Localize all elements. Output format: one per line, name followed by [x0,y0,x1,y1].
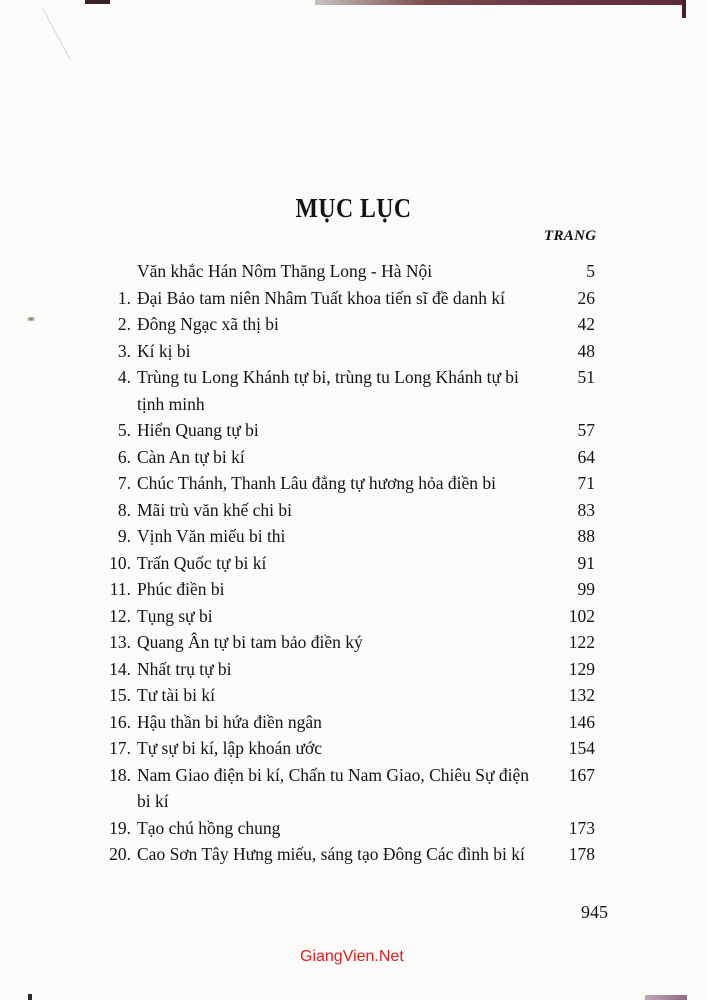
toc-entry-row[interactable] [103,311,595,338]
toc-num: 12. [109,605,131,626]
toc-entry-row[interactable] [103,709,595,736]
toc-page: 88 [577,526,595,546]
toc-num: 8. [117,499,131,520]
toc-page: 91 [577,552,595,573]
toc-page: 99 [577,579,595,599]
toc-entry-row[interactable] [103,417,595,444]
toc-title: Hậu thần bi hứa điền ngân [137,711,322,732]
toc-entry-row[interactable] [103,682,595,709]
toc-entry-row[interactable] [103,762,595,815]
toc-page: 167 [568,764,595,785]
toc-title: Tạo chú hồng chung [137,817,281,838]
toc-num: 11. [109,579,131,599]
toc-page: 83 [577,499,595,520]
paper-crease [42,8,71,61]
toc-title: Nhất trụ tự bi [137,658,232,679]
toc-entry-row[interactable] [103,338,595,365]
page-bottom-edge [28,994,32,1000]
watermark-link[interactable]: GiangVien.Net [300,948,404,965]
toc-title: Tự sự bi kí, lập khoán ước [137,738,322,758]
page-bottom-edge-right [645,995,687,1000]
toc-title: Tư tài bi kí [137,685,216,705]
toc-entry-row[interactable] [103,629,595,656]
toc-page: 102 [568,605,595,626]
toc-title: Kí kị bi [137,340,191,361]
toc-num: 6. [117,446,131,467]
page-top-edge-left [85,0,110,4]
toc-title: Vịnh Văn miếu bi thi [137,526,286,546]
page-column-header: TRANG [544,228,597,244]
toc-title: Văn khắc Hán Nôm Thăng Long - Hà Nội [137,261,433,281]
toc-title: Hiển Quang tự bi [137,420,259,440]
toc-title: Tụng sự bi [137,605,213,626]
toc-title: Đại Bảo tam niên Nhâm Tuất khoa tiến sĩ đề danh kí [137,287,505,308]
toc-entries [103,285,595,868]
toc-intro-row[interactable] [103,258,595,285]
page-top-edge [315,0,685,5]
toc-num: 16. [109,711,131,732]
toc-page: 154 [568,738,595,758]
toc-title: Phúc điền bi [137,579,225,599]
toc-page: 5 [586,261,595,281]
toc-entry-row[interactable] [103,735,595,762]
toc-num: 5. [117,420,131,440]
page-title: MỤC LỤC [295,193,412,224]
toc-title: Trùng tu Long Khánh tự bi, trùng tu Long Khánh tự bi tịnh minh [137,367,519,414]
toc-page: 48 [577,340,595,361]
toc-entry-row[interactable] [103,364,595,417]
toc-num: 18. [109,764,131,785]
toc-num: 1. [117,287,131,308]
toc-page: 64 [577,446,595,467]
toc-page: 122 [568,632,595,652]
toc-title: Nam Giao điện bi kí, Chấn tu Nam Giao, Chiêu Sự điện bi kí [137,764,529,811]
toc-page: 132 [568,685,595,705]
toc-page: 26 [577,287,595,308]
toc-entry-row[interactable] [103,656,595,683]
toc-num: 14. [109,658,131,679]
toc-num: 20. [109,844,131,864]
paper-speck [26,316,36,322]
toc-num: 19. [109,817,131,838]
toc-num: 13. [109,632,131,652]
page-top-edge-right [682,0,686,18]
toc-entry-row[interactable] [103,285,595,312]
toc-title: Quang Ân tự bi tam bảo điền ký [137,632,363,652]
toc-title: Càn An tự bi kí [137,446,245,467]
toc-entry-row[interactable] [103,815,595,842]
toc-entry-row[interactable] [103,444,595,471]
toc-num: 4. [117,367,131,387]
toc-page: 129 [568,658,595,679]
toc-title: Chúc Thánh, Thanh Lâu đẳng tự hương hỏa điền bi [137,473,497,493]
toc-num: 17. [109,738,131,758]
toc-title: Trấn Quốc tự bi kí [137,552,267,573]
toc-title: Mãi trù văn khế chi bi [137,499,293,520]
toc-page: 71 [577,473,595,493]
page-number: 945 [581,902,608,922]
toc-entry-row[interactable] [103,470,595,497]
toc-entry-row[interactable] [103,523,595,550]
toc-page: 178 [568,844,595,864]
toc-num: 7. [117,473,131,493]
toc-page: 57 [577,420,595,440]
toc-entry-row[interactable] [103,603,595,630]
table-of-contents [103,258,595,868]
toc-entry-row[interactable] [103,576,595,603]
toc-title: Cao Sơn Tây Hưng miếu, sáng tạo Đông Các đình bi kí [137,844,525,864]
toc-page: 42 [577,314,595,334]
toc-page: 173 [568,817,595,838]
toc-title: Đông Ngạc xã thị bi [137,314,279,334]
toc-num: 9. [117,526,131,546]
toc-entry-row[interactable] [103,841,595,868]
toc-entry-row[interactable] [103,497,595,524]
toc-num: 15. [109,685,131,705]
toc-page: 51 [577,367,595,387]
toc-num: 10. [109,552,131,573]
toc-num: 2. [117,314,131,334]
toc-entry-row[interactable] [103,550,595,577]
toc-num: 3. [117,340,131,361]
toc-page: 146 [568,711,595,732]
